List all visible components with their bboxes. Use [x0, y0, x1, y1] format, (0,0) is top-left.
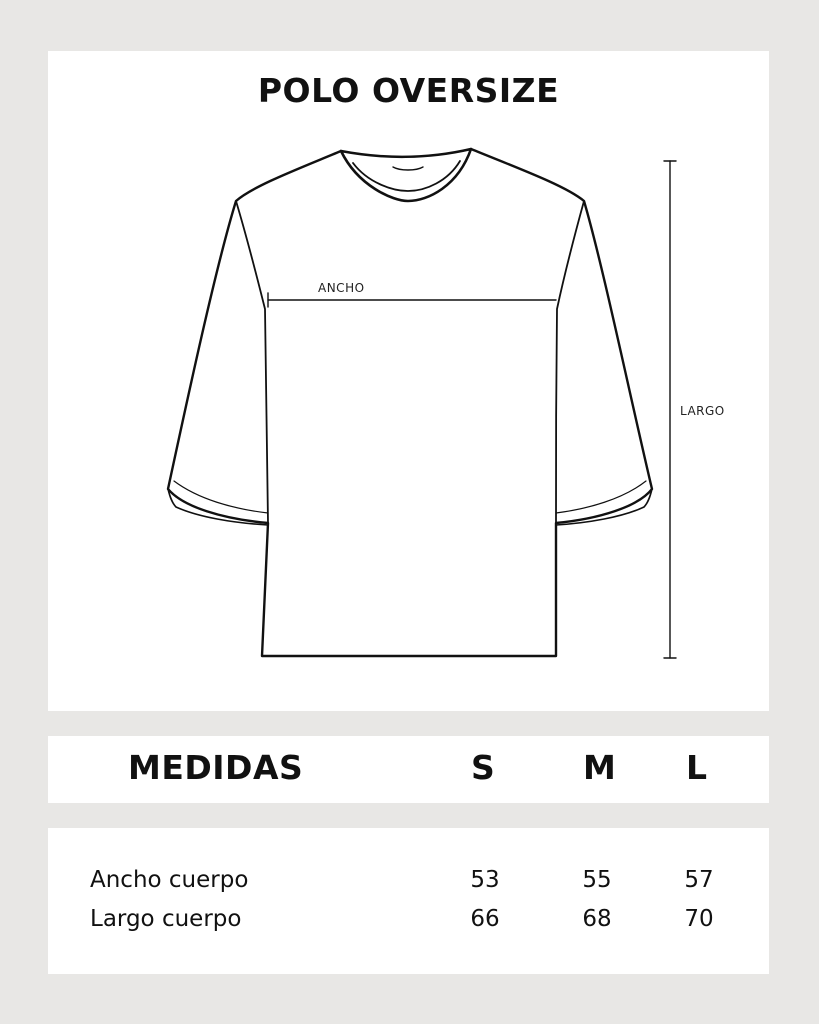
largo-label: LARGO	[680, 404, 725, 418]
table-header	[48, 736, 769, 803]
cell-largo-l: 70	[684, 906, 714, 932]
cell-ancho-m: 55	[582, 867, 612, 893]
left-cuff	[168, 489, 268, 525]
right-cuff	[556, 489, 652, 525]
right-cuff-inner	[556, 481, 646, 513]
cell-largo-m: 68	[582, 906, 612, 932]
cell-largo-s: 66	[470, 906, 500, 932]
medidas-heading: MEDIDAS	[128, 748, 304, 787]
size-header-m: M	[583, 748, 617, 787]
cell-ancho-s: 53	[470, 867, 500, 893]
row-label-ancho: Ancho cuerpo	[90, 867, 249, 893]
cell-ancho-l: 57	[684, 867, 714, 893]
size-header-l: L	[686, 748, 708, 787]
left-cuff-inner	[174, 481, 268, 513]
size-header-s: S	[471, 748, 496, 787]
garment-panel	[48, 51, 769, 711]
collar-tag	[393, 167, 423, 170]
measurements-table	[48, 828, 769, 974]
page-title: POLO OVERSIZE	[257, 71, 560, 110]
row-label-largo: Largo cuerpo	[90, 906, 242, 932]
shirt-outline	[168, 149, 652, 656]
right-sleeve-seam	[556, 201, 584, 523]
collar-outer	[341, 149, 471, 201]
left-sleeve-seam	[236, 201, 268, 523]
tshirt-measurement-diagram	[48, 51, 769, 711]
ancho-label: ANCHO	[318, 281, 365, 295]
